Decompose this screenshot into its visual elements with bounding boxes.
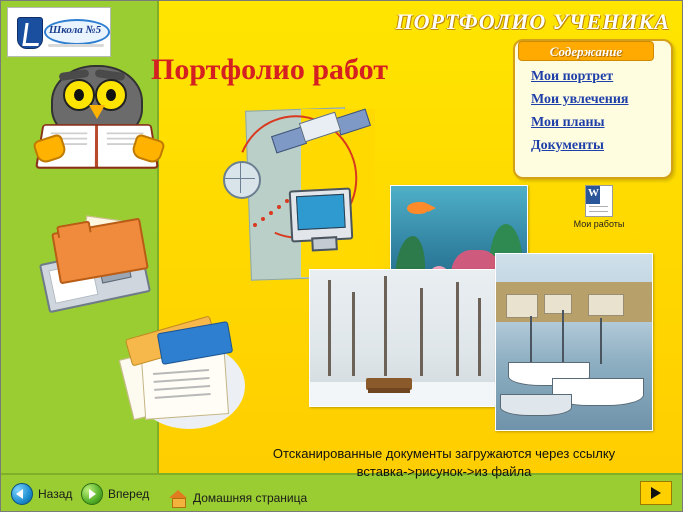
school-logo (7, 7, 111, 57)
winter-tree (352, 292, 355, 376)
winter-tree (478, 298, 481, 376)
satellite-dish-icon (223, 161, 261, 199)
boat-mast (530, 316, 532, 364)
shield-icon (17, 17, 43, 49)
back-button-label: Назад (38, 487, 73, 501)
harbor-house (588, 294, 624, 316)
arrow-left-icon (11, 483, 33, 505)
instruction-line-2: вставка->рисунок->из файла (356, 464, 532, 479)
instruction-line-1: Отсканированные документы загружаются через ссылку (272, 446, 616, 461)
contents-link-list (531, 69, 671, 161)
notebook-page-front (141, 352, 229, 420)
next-slide-button[interactable] (640, 481, 672, 505)
signal-dots (253, 197, 293, 227)
contents-header: Содержание (518, 41, 654, 61)
boat-mast (600, 318, 602, 364)
winter-tree (456, 282, 459, 376)
winter-tree (328, 280, 331, 376)
home-icon (169, 490, 187, 506)
boat-hull (500, 394, 572, 416)
home-button-label: Домашняя страница (193, 491, 308, 505)
contents-link-documents[interactable]: Документы (531, 138, 604, 153)
back-button[interactable] (11, 483, 72, 505)
floppy-folder-clipart (39, 219, 149, 309)
page-title: Портфолио работ (151, 53, 388, 86)
word-document-icon[interactable] (585, 185, 613, 217)
photo-winter-park (309, 269, 501, 407)
contents-link-hobbies[interactable]: Мои увлечения (531, 92, 629, 107)
header-title: ПОРТФОЛИО УЧЕНИКА (395, 9, 670, 34)
winter-tree (420, 288, 423, 376)
winter-bench (366, 378, 412, 390)
monitor-screen (296, 194, 346, 230)
word-icon-lines (589, 206, 608, 212)
winter-tree (384, 276, 387, 376)
owl-beak (89, 105, 105, 119)
logo-underline (48, 44, 104, 47)
contents-link-portrait[interactable]: Мои портрет (531, 69, 614, 84)
harbor-house (544, 294, 572, 314)
school-logo-label: Школа №5 (48, 24, 102, 36)
word-document-caption: Мои работы (573, 219, 625, 229)
owl-reading-clipart (29, 63, 169, 191)
contents-link-plans[interactable]: Мои планы (531, 115, 605, 130)
harbor-house (506, 294, 538, 318)
forward-button[interactable] (81, 483, 149, 505)
photo-harbor-boats (495, 253, 653, 431)
aquarium-fish (407, 202, 429, 214)
monitor-stand (311, 236, 338, 251)
home-page-button[interactable] (169, 490, 307, 506)
boat-mast (562, 310, 564, 364)
word-icon-badge (586, 186, 600, 204)
computer-monitor-icon (289, 187, 354, 242)
notebooks-clipart (119, 323, 249, 433)
forward-button-label: Вперед (108, 487, 150, 501)
instruction-caption (229, 445, 659, 481)
arrow-right-icon (81, 483, 103, 505)
